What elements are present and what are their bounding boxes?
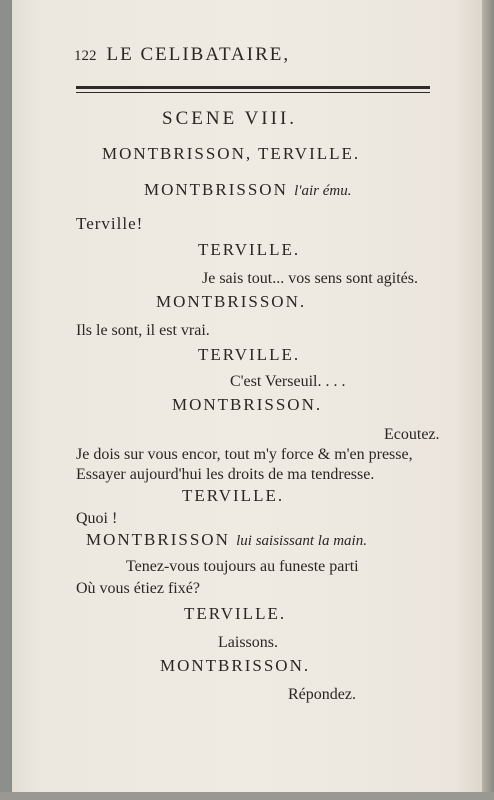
verse-line: Ils le sont, il est vrai. — [76, 322, 210, 339]
speaker-name: MONTBRISSON. — [156, 292, 307, 311]
verse-line: Je dois sur vous encor, tout m'y force & m'en presse, — [76, 446, 413, 463]
speaker-name: MONTBRISSON — [86, 530, 230, 549]
speaker-name: MONTBRISSON — [144, 180, 288, 199]
verse-line: Laissons. — [218, 634, 278, 651]
verse-line: Essayer aujourd'hui les droits de ma tendresse. — [76, 466, 375, 483]
speaker-name: TERVILLE. — [198, 240, 301, 259]
speaker-name: MONTBRISSON. — [160, 656, 311, 675]
book-bottom-edge — [0, 792, 494, 800]
speaker-name: MONTBRISSON. — [172, 395, 323, 414]
verse-line: Où vous étiez fixé? — [76, 580, 200, 597]
scene-cast: MONTBRISSON, TERVILLE. — [102, 144, 361, 163]
running-title: LE CELIBATAIRE, — [106, 44, 291, 65]
speaker-name: TERVILLE. — [184, 604, 287, 623]
verse-line: Terville! — [76, 214, 144, 233]
speaker-heading — [86, 530, 367, 550]
speaker-name: TERVILLE. — [198, 345, 301, 364]
speaker-name: TERVILLE. — [182, 486, 285, 505]
scene-title: SCENE VIII. — [162, 108, 298, 129]
verse-line: Répondez. — [288, 686, 356, 703]
header-rule-thick — [76, 86, 430, 89]
verse-line: Quoi ! — [76, 510, 118, 527]
header-rule-thin — [76, 92, 430, 93]
verse-line: Tenez-vous toujours au funeste parti — [126, 558, 359, 575]
verse-line: C'est Verseuil. . . . — [230, 373, 346, 390]
speaker-heading — [144, 180, 351, 200]
stage-direction: lui saisissant la main. — [236, 533, 367, 549]
verse-line: Ecoutez. — [384, 426, 440, 443]
book-page — [12, 0, 482, 792]
verse-line: Je sais tout... vos sens sont agités. — [202, 270, 418, 287]
book-edge — [482, 0, 494, 800]
stage-direction: l'air ému. — [294, 183, 352, 199]
running-header — [74, 44, 290, 66]
page-number: 122 — [74, 48, 97, 64]
